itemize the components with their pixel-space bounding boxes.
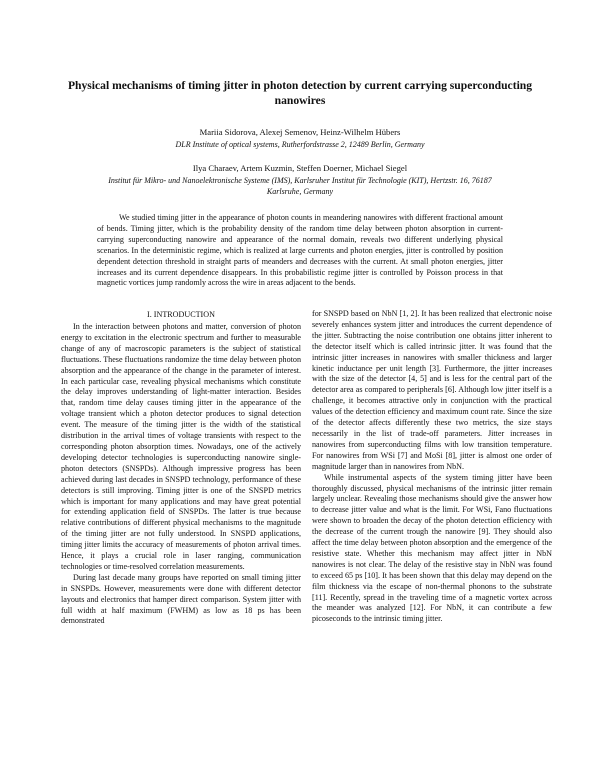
left-column — [61, 309, 301, 627]
section-heading: I. INTRODUCTION — [147, 310, 215, 319]
intro-paragraph-4: While instrumental aspects of the system timing jitter have been thoroughly discussed, physical mechanisms of the intrinsic jitter remain largely unclear. Revealing those mechanisms should give the answer how to decrease jitter value and what is the limit. For WSi, Fano fluctuations were shown to broaden the decay of the photon detection efficiency with the decrease of the current trough the nanowire [9]. They should also affect the time delay between photon absorption and the emergence of the resistive state. Whether this mechanism may affect jitter in NbN nanowires is not clear. The delay of the resistive stay in NbN was found to exceed 65 ps [10]. It has been shown that this delay may depend on the film thickness via the escape of non-thermal phonons to the substrate [11]. Recently, spread in the traveling time of a magnetic vortex across the meander was analyzed [12]. For NbN, it can contribute a few picoseconds to the intrinsic timing jitter. — [312, 472, 552, 624]
affiliation-2-line2: Karlsruhe, Germany — [266, 187, 334, 196]
affiliation-2-line1: Institut für Mikro- und Nanoelektronische Systeme (IMS), Karlsruher Institut für Technologie (KIT), Hertzstr. 16, 76187 — [108, 176, 492, 185]
intro-paragraph-2: During last decade many groups have reported on small timing jitter in SNSPDs. However, measurements were done with different detector layouts and electronics that hamper direct comparison. System jitter with full width at half maximum (FWHM) as low as 18 ps has been demonstrated — [61, 572, 301, 626]
intro-paragraph-1: In the interaction between photons and matter, conversion of photon energy to excitation in the electronic spectrum and further to measurable change of any of macroscopic parameters is the subject of statistical fluctuations. These fluctuations randomize the time delay between photon absorption and the appearance of the change in the parameter of interest. In each particular case, revealing physical mechanisms which constitute the delay improves understanding of light-matter interaction. Besides that, random time delay causes timing jitter in the appearance of the voltage transient which a photon detector produces to signal detection event. The measure of the timing jitter is the width of the statistical distribution in the arrival times of voltage transients with respect to the corresponding photon absorption times. Nowadays, one of the actively developing detector technologies is superconducting nanowire single-photon detectors (SNSPDs). Although impressive progress has been achieved during last decades in SNSPD technology, performance of these detectors is still improving. Timing jitter is one of the SNSPD metrics which is important for many applications and may have great potential for extending application field of SNSPDs. The latter is true because relative contributions of different physical mechanisms to the magnitude of the timing jitter are not fully understood. In SNSPD applications, timing jitter limits the accuracy of measurements of photon arrival times. Hence, it plays a crucial role in laser ranging, communication technologies or time-resolved correlation measurements. — [61, 322, 301, 571]
affiliation-1: DLR Institute of optical systems, Rutherfordstrasse 2, 12489 Berlin, Germany — [175, 140, 425, 149]
right-column — [312, 309, 552, 625]
paper-title: Physical mechanisms of timing jitter in photon detection by current carrying superconducting nanowires — [67, 79, 533, 107]
abstract: We studied timing jitter in the appearance of photon counts in meandering nanowires with different fractional amount of bends. Timing jitter, which is the probability density of the random time delay between photon absorption in current-carrying superconducting nanowire and appearance of the normal domain, reveals two different underlying physical scenarios. In the deterministic regime, which is realized at large currents and photon energies, jitter is controlled by position dependent detection threshold in straight parts of meanders and decreases with the current. At small photon energies, jitter increases and its current dependence disappears. In this probabilistic regime jitter is controlled by Poisson process in that magnetic vortices jump randomly across the wire in areas adjacent to the bends. — [97, 213, 503, 288]
intro-paragraph-3: for SNSPD based on NbN [1, 2]. It has been realized that electronic noise severely enhances system jitter and introduces the current dependence of the jitter. Subtracting the noise contribution one obtains jitter inherent to the detector itself which is called intrinsic jitter. It was found that the intrinsic jitter increases in nanowires with smaller thickness and larger kinetic inductance per unit length [3]. Furthermore, the jitter increases with the size of the detector [4, 5] and is less for the central part of the detector area as compared to peripherals [6]. Although low jitter itself is a challenge, it becomes attractive only in conjunction with the practical values of the detection efficiency and maximum count rate. Since the size of the detector affects differently these two metrics, the size stays necessarily in the list of trade-off parameters. Jitter increases in nanowires from superconducting films with low transition temperature. For nanowires from WSi [7] and MoSi [8], jitter is almost one order of magnitude larger than in nanowires from NbN. — [312, 309, 552, 471]
authors-group-1: Mariia Sidorova, Alexej Semenov, Heinz-Wilhelm Hübers — [199, 127, 401, 137]
authors-group-2: Ilya Charaev, Artem Kuzmin, Steffen Doerner, Michael Siegel — [192, 163, 408, 173]
